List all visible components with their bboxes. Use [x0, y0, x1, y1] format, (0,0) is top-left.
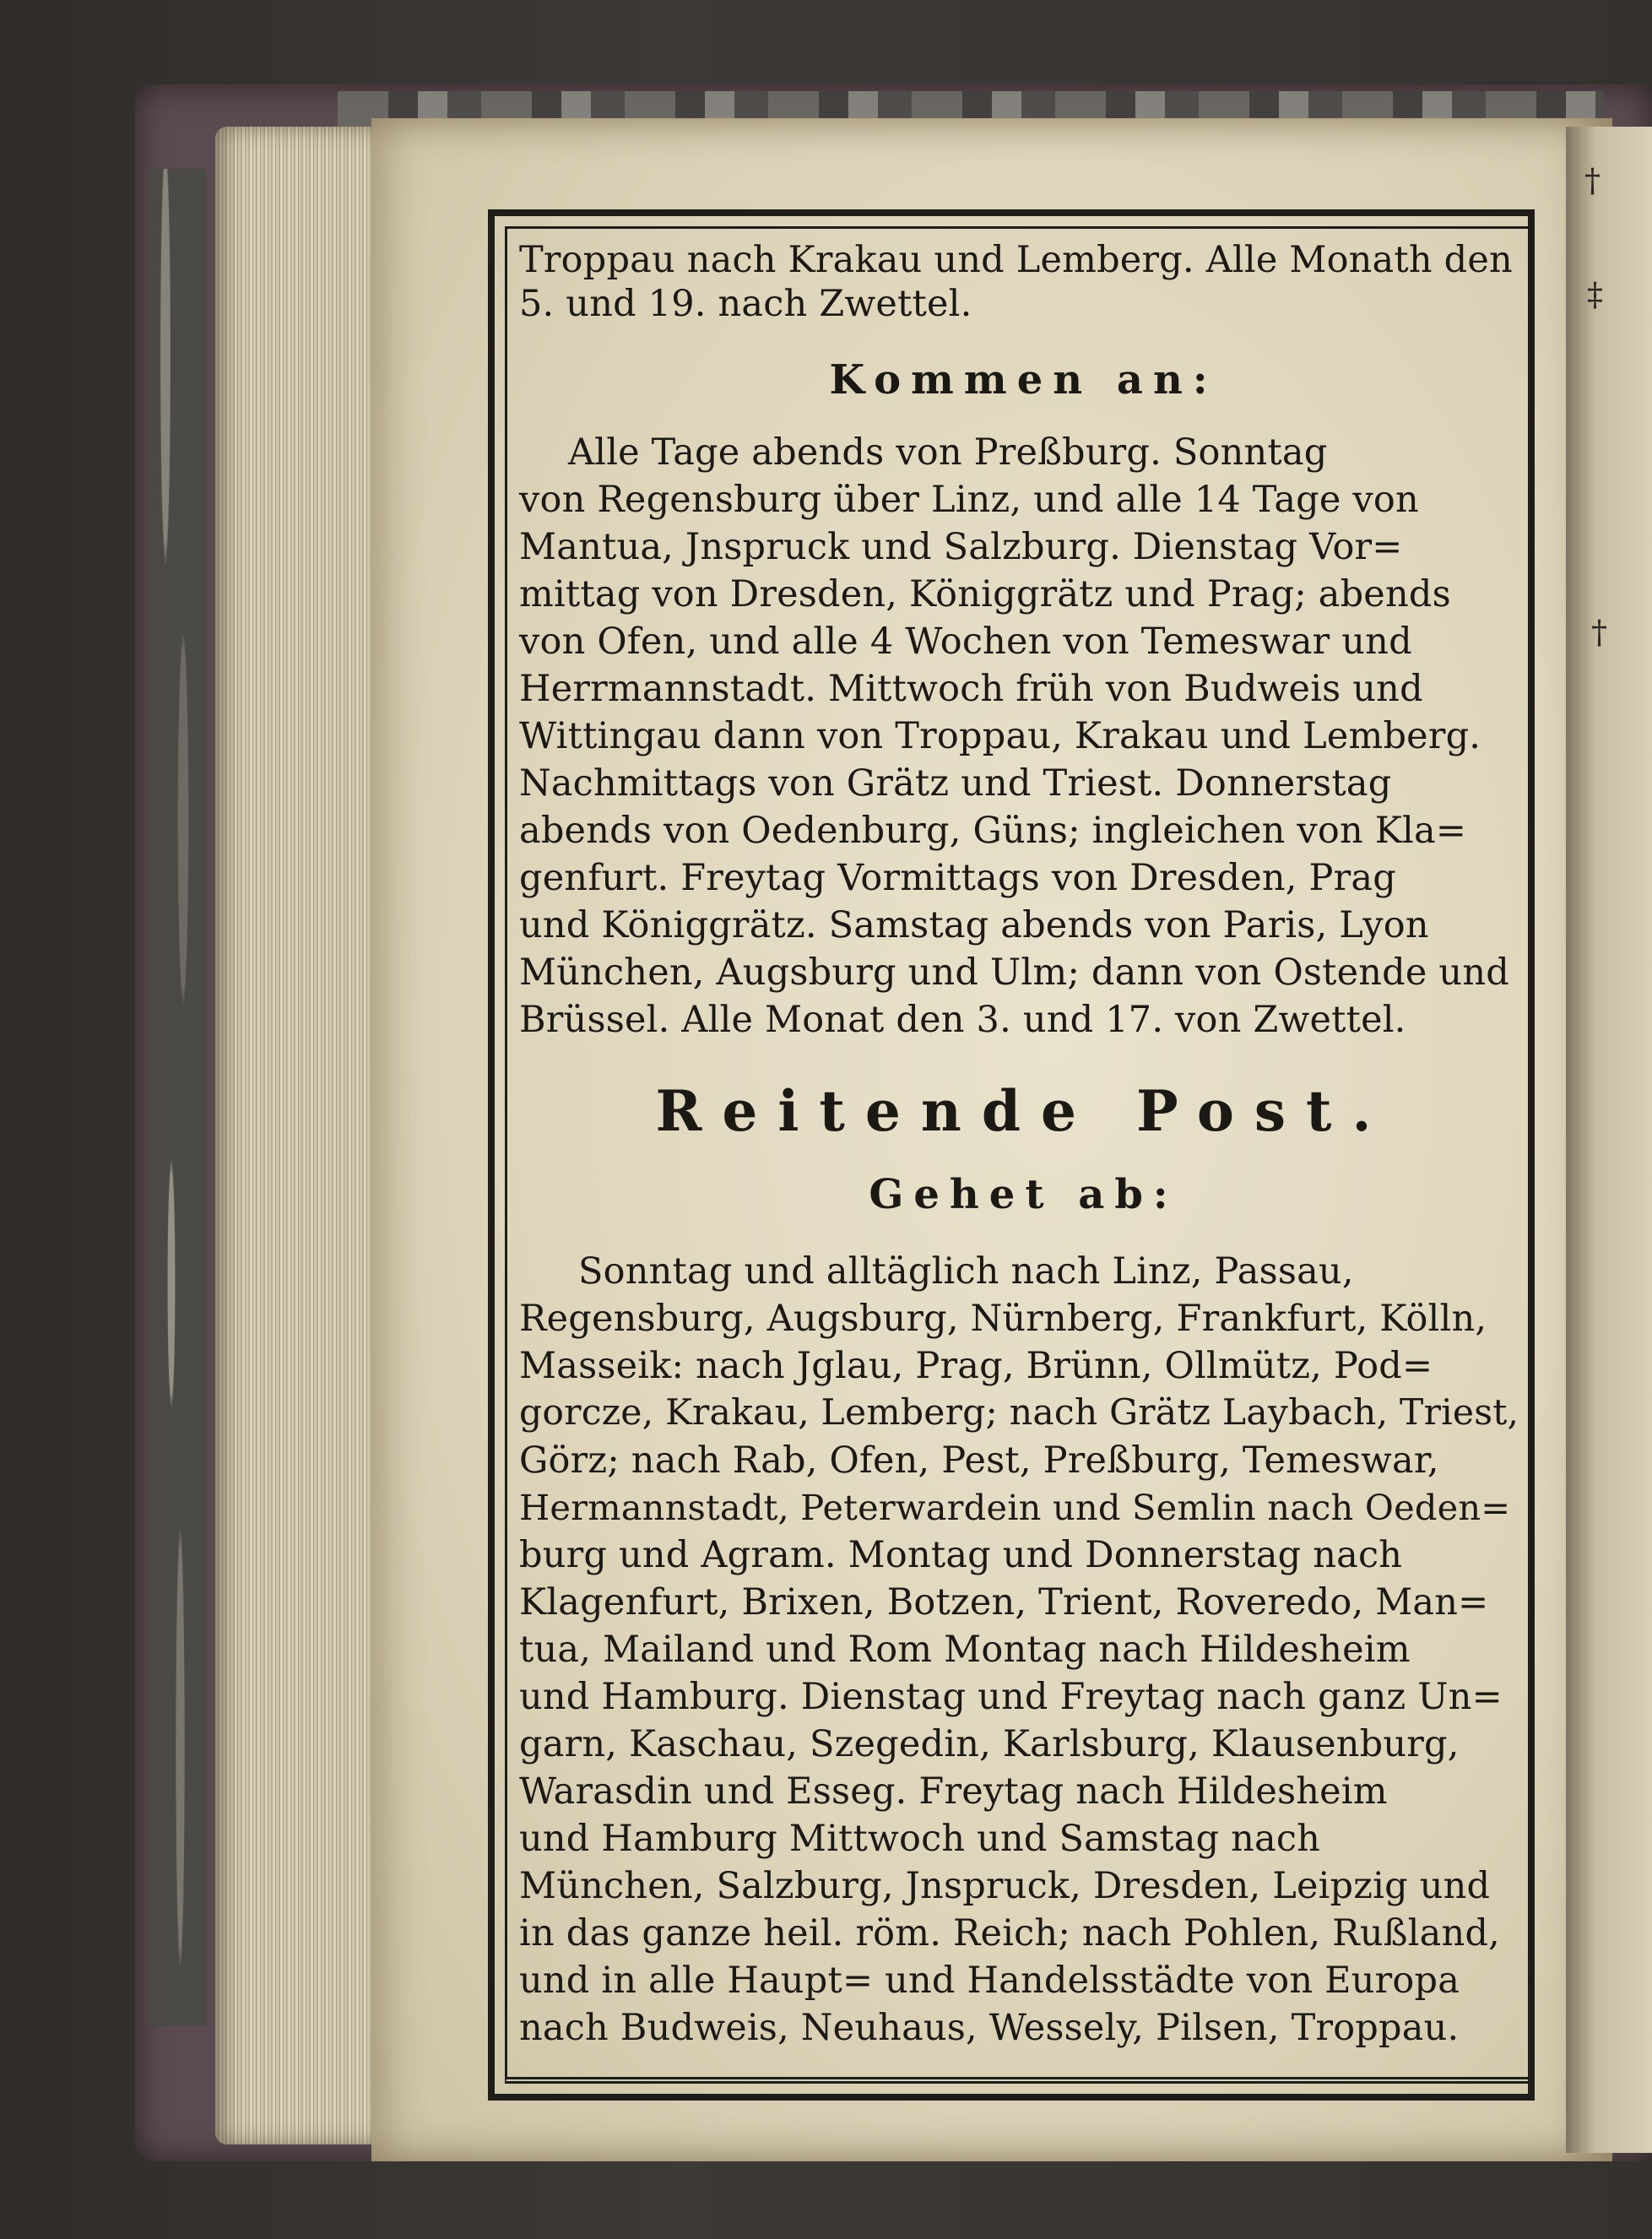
marbled-cover-spine [148, 169, 207, 2026]
text-line: Troppau nach Krakau und Lemberg. Alle Monath den [519, 239, 1513, 281]
text-line: Warasdin und Esseg. Freytag nach Hildesheim [519, 1770, 1388, 1813]
dagger-mark-icon: † [1584, 162, 1601, 199]
text-line: München, Augsburg und Ulm; dann von Ostende und [519, 951, 1509, 994]
text-line: Nachmittags von Grätz und Triest. Donnerstag [519, 762, 1392, 805]
heading-reitende-post: Reitende Post. [655, 1078, 1392, 1144]
text-line: München, Salzburg, Jnspruck, Dresden, Leipzig und [519, 1865, 1491, 1907]
text-line: Masseik: nach Jglau, Prag, Brünn, Ollmütz, Pod= [519, 1345, 1433, 1387]
text-line: gorcze, Krakau, Lemberg; nach Grätz Laybach, Triest, [519, 1392, 1519, 1434]
text-line: nach Budweis, Neuhaus, Wessely, Pilsen, Troppau. [519, 2007, 1460, 2049]
text-line: Regensburg, Augsburg, Nürnberg, Frankfurt, Kölln, [519, 1298, 1487, 1340]
text-line: Sonntag und alltäglich nach Linz, Passau, [578, 1250, 1354, 1293]
text-line: burg und Agram. Montag und Donnerstag nach [519, 1534, 1403, 1576]
text-line: und Hamburg. Dienstag und Freytag nach ganz Un= [519, 1676, 1503, 1718]
text-line: und Königgrätz. Samstag abends von Paris, Lyon [519, 904, 1429, 946]
text-line: genfurt. Freytag Vormittags von Dresden, Prag [519, 857, 1396, 899]
text-line: Alle Tage abends von Preßburg. Sonntag [568, 431, 1328, 474]
text-line: von Regensburg über Linz, und alle 14 Tage von [519, 479, 1419, 521]
text-line: tua, Mailand und Rom Montag nach Hildesheim [519, 1629, 1411, 1671]
text-line: garn, Kaschau, Szegedin, Karlsburg, Klausenburg, [519, 1723, 1460, 1765]
text-line: und in alle Haupt= und Handelsstädte von Europa [519, 1960, 1460, 2002]
text-line: Klagenfurt, Brixen, Botzen, Trient, Roveredo, Man= [519, 1581, 1489, 1624]
text-line: und Hamburg Mittwoch und Samstag nach [519, 1818, 1321, 1860]
text-line: Herrmannstadt. Mittwoch früh von Budweis und [519, 668, 1423, 710]
dagger-mark-icon: † [1591, 614, 1607, 651]
heading-arrive: Kommen an: [829, 356, 1218, 404]
text-line: in das ganze heil. röm. Reich; nach Pohlen, Rußland, [519, 1912, 1500, 1954]
text-line: Mantua, Jnspruck und Salzburg. Dienstag Vor= [519, 526, 1403, 568]
heading-depart: Gehet ab: [869, 1171, 1178, 1218]
text-line: von Ofen, und alle 4 Wochen von Temeswar und [519, 621, 1412, 663]
text-line: Hermannstadt, Peterwardein und Semlin nach Oeden= [519, 1487, 1511, 1528]
text-line: 5. und 19. nach Zwettel. [519, 283, 972, 325]
adjacent-page [1566, 127, 1652, 2153]
dagger-mark-icon: ‡ [1587, 276, 1603, 313]
text-line: mittag von Dresden, Königgrätz und Prag; abends [519, 573, 1451, 615]
text-line: abends von Oedenburg, Güns; ingleichen von Kla= [519, 810, 1467, 852]
text-line: Brüssel. Alle Monat den 3. und 17. von Zwettel. [519, 999, 1406, 1041]
text-line: Wittingau dann von Troppau, Krakau und Lemberg. [519, 715, 1481, 757]
text-line: Görz; nach Rab, Ofen, Pest, Preßburg, Temeswar, [519, 1439, 1439, 1482]
